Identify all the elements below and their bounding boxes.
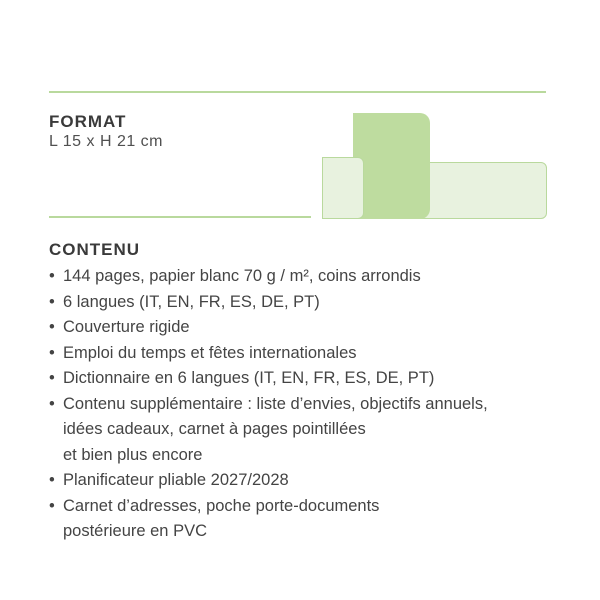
contenu-heading: CONTENU bbox=[49, 240, 141, 259]
bullet-icon: • bbox=[49, 292, 55, 311]
bullet-icon: • bbox=[49, 343, 55, 362]
list-item-line: Carnet d’adresses, poche porte-documents bbox=[63, 496, 380, 515]
bullet-icon: • bbox=[49, 394, 55, 413]
small-format-shape bbox=[322, 157, 364, 219]
list-item bbox=[49, 468, 559, 494]
bullet-icon: • bbox=[49, 318, 55, 336]
top-divider bbox=[49, 91, 546, 93]
bullet-icon: • bbox=[49, 496, 55, 515]
list-item bbox=[49, 494, 559, 545]
list-item bbox=[49, 366, 559, 392]
list-item bbox=[49, 264, 559, 290]
portrait-format-shape bbox=[353, 113, 430, 219]
list-item-line: Contenu supplémentaire : liste d’envies, objectifs annuels, bbox=[63, 394, 488, 413]
list-item bbox=[49, 315, 559, 341]
content-list bbox=[49, 264, 559, 545]
list-item-line: Couverture rigide bbox=[63, 318, 190, 336]
list-item-line: 144 pages, papier blanc 70 g / m², coins arrondis bbox=[63, 267, 421, 285]
list-item-line: Planificateur pliable 2027/2028 bbox=[63, 471, 289, 489]
list-item-line: 6 langues (IT, EN, FR, ES, DE, PT) bbox=[63, 292, 320, 311]
format-dimensions: L 15 x H 21 cm bbox=[49, 133, 164, 150]
section-divider bbox=[49, 216, 311, 218]
list-item-line: et bien plus encore bbox=[63, 445, 203, 464]
format-heading: FORMAT bbox=[49, 112, 127, 131]
list-item-line: Emploi du temps et fêtes internationales bbox=[63, 343, 357, 362]
list-item bbox=[49, 341, 559, 367]
list-item bbox=[49, 290, 559, 316]
bullet-icon: • bbox=[49, 369, 55, 387]
list-item-line: postérieure en PVC bbox=[63, 522, 207, 540]
list-item-line: Dictionnaire en 6 langues (IT, EN, FR, ES, DE, PT) bbox=[63, 369, 435, 387]
bullet-icon: • bbox=[49, 267, 55, 285]
list-item bbox=[49, 392, 559, 469]
list-item-line: idées cadeaux, carnet à pages pointillées bbox=[63, 420, 366, 438]
bullet-icon: • bbox=[49, 471, 55, 489]
